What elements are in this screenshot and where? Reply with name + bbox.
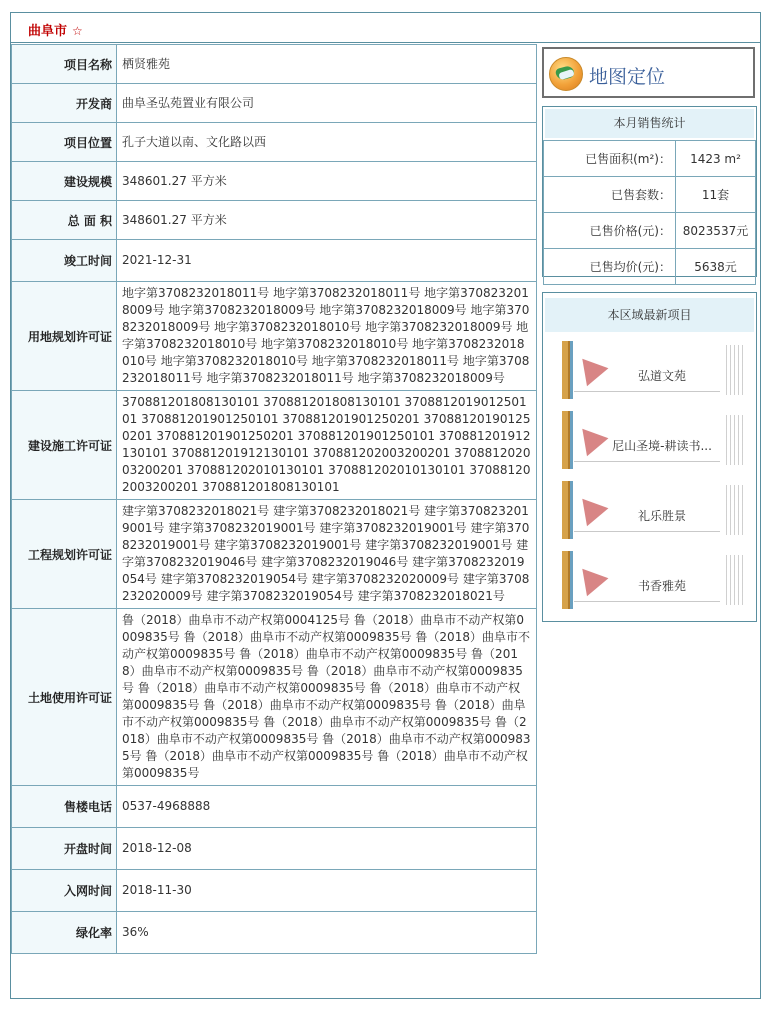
recent-project-name[interactable]: 弘道文苑 — [637, 369, 686, 383]
row-value: 曲阜圣弘苑置业有限公司 — [117, 84, 537, 123]
row-greening-rate — [12, 912, 537, 954]
row-label: 总 面 积 — [12, 201, 117, 240]
stat-label: 已售价格(元)： — [544, 213, 676, 249]
recent-project-name[interactable]: 尼山圣境-耕读书... — [612, 439, 712, 453]
row-project-name — [12, 45, 537, 84]
row-construction-permit — [12, 391, 537, 500]
recent-project-item[interactable] — [562, 341, 750, 399]
stat-label: 已售面积(m²)： — [544, 141, 676, 177]
recent-project-item[interactable] — [562, 551, 750, 609]
recent-project-name[interactable]: 礼乐胜景 — [637, 509, 686, 523]
row-value: 地字第3708232018011号 地字第3708232018011号 地字第3708232018009号 地字第3708232018009号 地字第3708232018009号 地字第3708232018009号 地字第3708232018010号 地字第3708232018009号 地字第3708232018010号 地字第3708232018010号 地字第3708232018010号 地字第3708232018010号 地字第3708232018011号 地字第3708232018011号 地字第3708232018011号 地字第3708232018009号 — [117, 282, 537, 391]
row-label: 开盘时间 — [12, 828, 117, 870]
row-build-scale — [12, 162, 537, 201]
city-name[interactable]: 曲阜市 — [28, 24, 68, 39]
stat-row — [544, 177, 756, 213]
recent-project-name[interactable]: 书香雅苑 — [637, 579, 686, 593]
row-label: 土地使用许可证 — [12, 609, 117, 786]
recent-project-item[interactable] — [562, 481, 750, 539]
recent-project-item[interactable] — [562, 411, 750, 469]
row-value: 36% — [117, 912, 537, 954]
row-value: 370881201808130101 370881201808130101 370881201901250101 370881201901250101 370881201901250201 370881201901250201 370881201901250201 370881201901250101 370881201912130101 370881201912130101 370881202003200201 370881202003200201 370881202010130101 370881202010130101 370881202003200201 370881201808130101 — [117, 391, 537, 500]
stat-label: 已售均价(元)： — [544, 249, 676, 285]
row-label: 开发商 — [12, 84, 117, 123]
row-location — [12, 123, 537, 162]
row-label: 项目位置 — [12, 123, 117, 162]
row-label: 售楼电话 — [12, 786, 117, 828]
row-value: 0537-4968888 — [117, 786, 537, 828]
recent-projects-panel — [542, 292, 757, 622]
row-value: 348601.27 平方米 — [117, 201, 537, 240]
row-value: 孔子大道以南、文化路以西 — [117, 123, 537, 162]
monthly-sales-table — [543, 140, 756, 285]
header-bar — [11, 13, 760, 43]
stat-value: 11套 — [676, 177, 756, 213]
row-developer — [12, 84, 537, 123]
row-label: 绿化率 — [12, 912, 117, 954]
row-engineering-planning-permit — [12, 500, 537, 609]
map-location-button[interactable] — [542, 47, 755, 98]
row-value: 建字第3708232018021号 建字第3708232018021号 建字第3708232019001号 建字第3708232019001号 建字第3708232019001号 建字第3708232019001号 建字第3708232019001号 建字第3708232019001号 建字第3708232019046号 建字第3708232019046号 建字第3708232019054号 建字第3708232019054号 建字第3708232020009号 建字第3708232020009号 建字第3708232019054号 建字第3708232018021号 — [117, 500, 537, 609]
row-label: 建设施工许可证 — [12, 391, 117, 500]
stat-row — [544, 141, 756, 177]
row-label: 工程规划许可证 — [12, 500, 117, 609]
row-label: 用地规划许可证 — [12, 282, 117, 391]
row-network-date — [12, 870, 537, 912]
stat-value: 8023537元 — [676, 213, 756, 249]
row-value: 栖贤雅苑 — [117, 45, 537, 84]
row-label: 项目名称 — [12, 45, 117, 84]
stat-row — [544, 249, 756, 285]
stat-value: 5638元 — [676, 249, 756, 285]
row-label: 入网时间 — [12, 870, 117, 912]
row-sales-phone — [12, 786, 537, 828]
row-value: 348601.27 平方米 — [117, 162, 537, 201]
row-value: 2018-12-08 — [117, 828, 537, 870]
recent-projects-title: 本区域最新项目 — [545, 298, 754, 332]
row-completion-date — [12, 240, 537, 282]
stat-row — [544, 213, 756, 249]
monthly-sales-panel — [542, 106, 757, 277]
map-location-label: 地图定位 — [589, 66, 666, 88]
project-info-table — [11, 44, 537, 954]
monthly-sales-title: 本月销售统计 — [545, 109, 754, 138]
star-icon[interactable]: ☆ — [72, 24, 83, 38]
row-land-use-permit — [12, 609, 537, 786]
stat-label: 已售套数： — [544, 177, 676, 213]
row-value: 2021-12-31 — [117, 240, 537, 282]
row-total-area — [12, 201, 537, 240]
row-value: 2018-11-30 — [117, 870, 537, 912]
city-title[interactable] — [28, 20, 83, 39]
globe-icon — [549, 57, 583, 91]
row-label: 建设规模 — [12, 162, 117, 201]
row-label: 竣工时间 — [12, 240, 117, 282]
row-value: 鲁（2018）曲阜市不动产权第0004125号 鲁（2018）曲阜市不动产权第0009835号 鲁（2018）曲阜市不动产权第0009835号 鲁（2018）曲阜市不动产权第0009835号 鲁（2018）曲阜市不动产权第0009835号 鲁（2018）曲阜市不动产权第0009835号 鲁（2018）曲阜市不动产权第0009835号 鲁（2018）曲阜市不动产权第0009835号 鲁（2018）曲阜市不动产权第0009835号 鲁（2018）曲阜市不动产权第0009835号 鲁（2018）曲阜市不动产权第0009835号 鲁（2018）曲阜市不动产权第0009835号 鲁（2018）曲阜市不动产权第0009835号 鲁（2018）曲阜市不动产权第0009835号 鲁（2018）曲阜市不动产权第0009835号 鲁（2018）曲阜市不动产权第0009835号 — [117, 609, 537, 786]
stat-value: 1423 m² — [676, 141, 756, 177]
row-land-planning-permit — [12, 282, 537, 391]
row-opening-date — [12, 828, 537, 870]
